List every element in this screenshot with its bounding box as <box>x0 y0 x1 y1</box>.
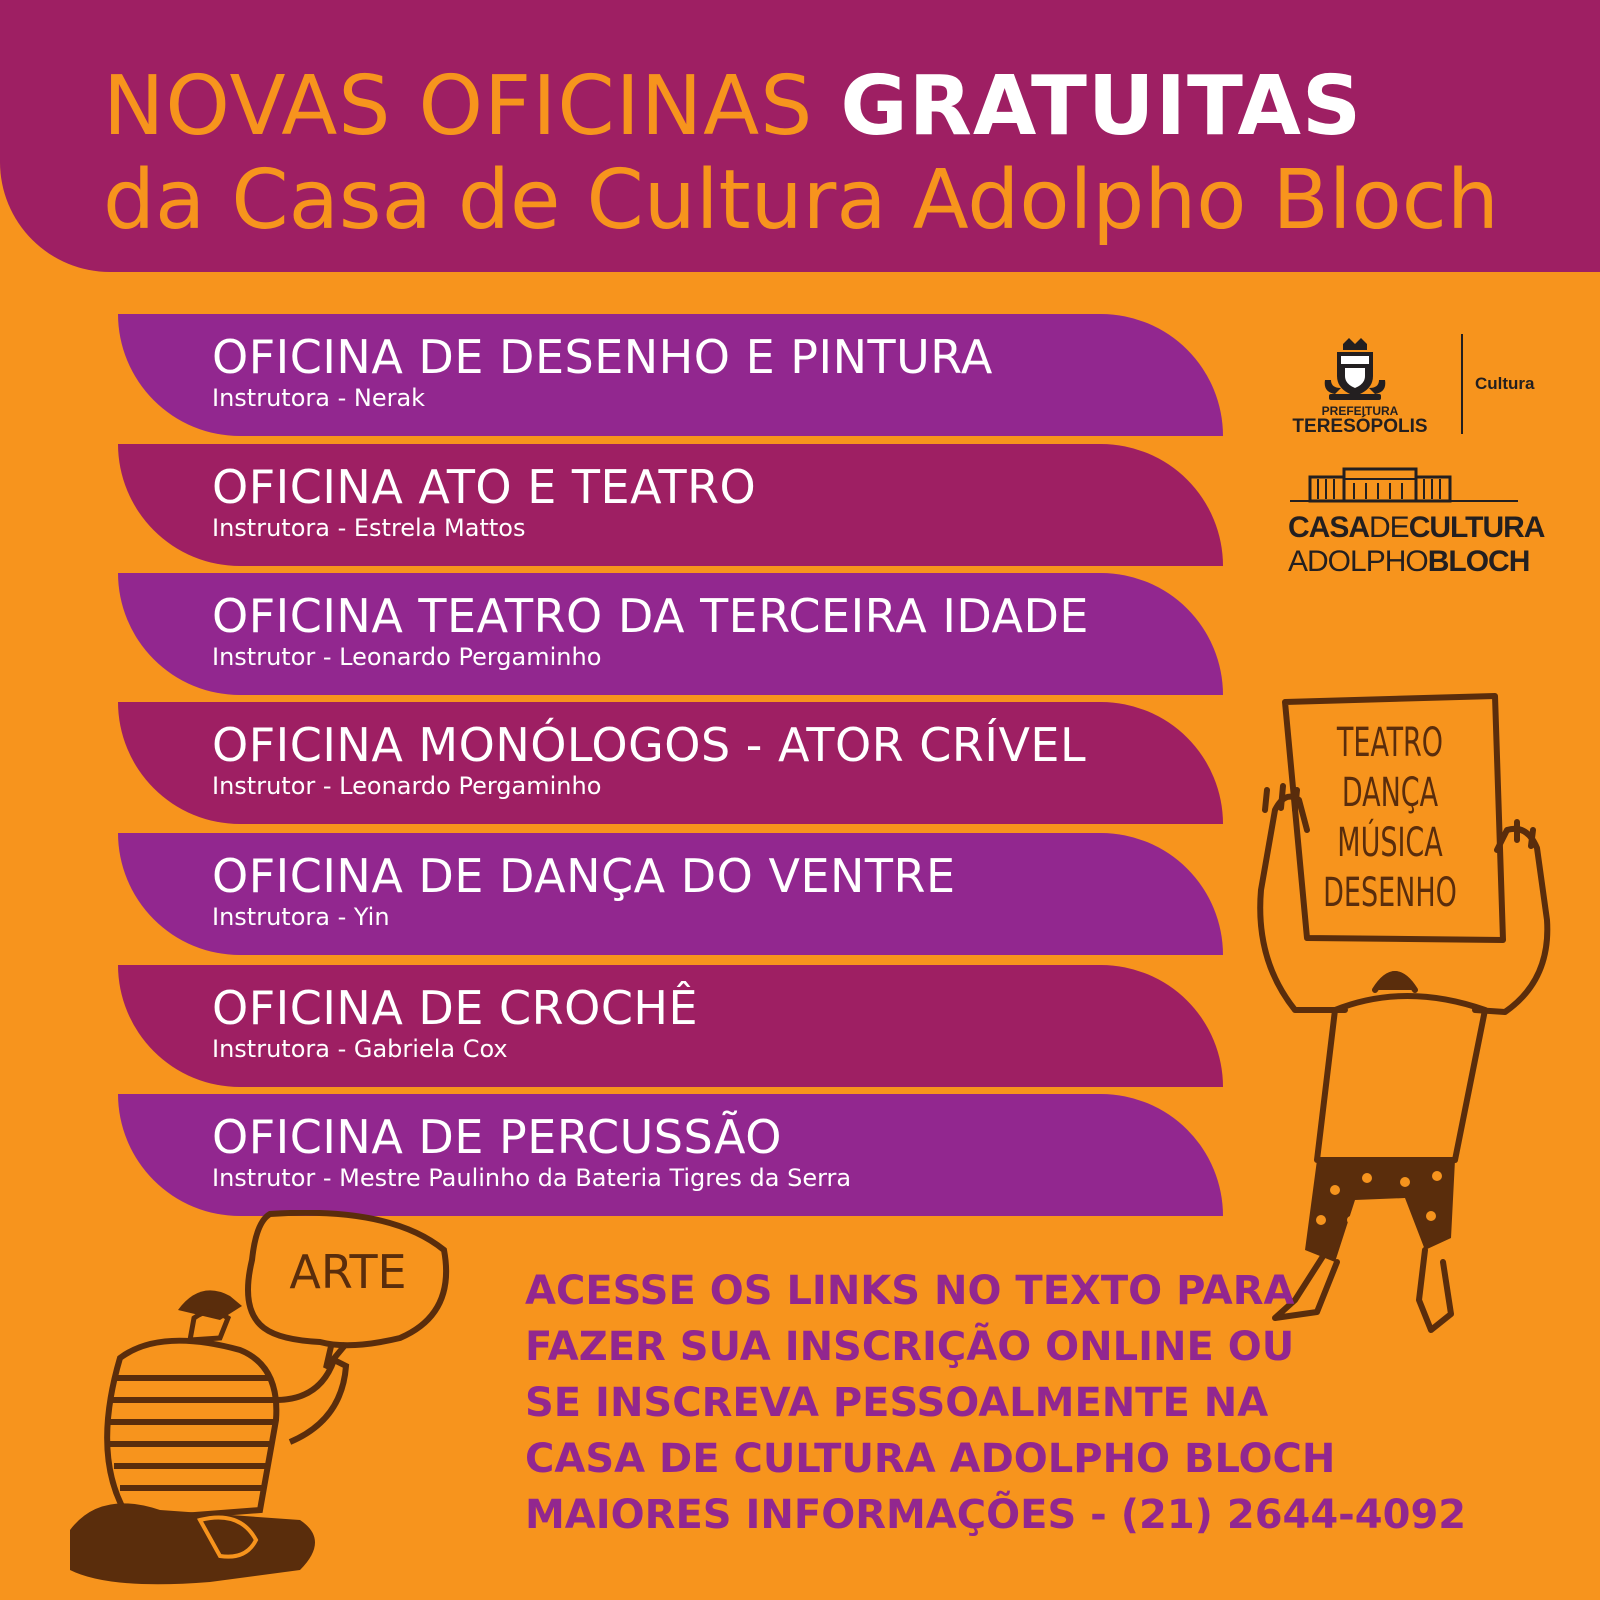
workshop-instructor: Instrutora - Estrela Mattos <box>212 514 526 542</box>
workshop-title: OFICINA DE CROCHÊ <box>212 981 699 1035</box>
workshop-band-5 <box>118 833 1223 955</box>
crest-icon <box>1321 336 1389 402</box>
workshop-band-3 <box>118 573 1223 695</box>
divider <box>1461 334 1463 434</box>
title-part-1: NOVAS OFICINAS <box>103 59 814 154</box>
workshop-band-2 <box>118 444 1223 566</box>
workshop-instructor: Instrutor - Mestre Paulinho da Bateria Tigres da Serra <box>212 1164 852 1192</box>
title-part-2: GRATUITAS <box>840 59 1363 154</box>
sign-word-3: MÚSICA <box>1337 819 1443 867</box>
casa-de-cultura-logo <box>1288 465 1545 585</box>
workshop-band-4 <box>118 702 1223 824</box>
city-label: TERESÓPOLIS <box>1292 416 1428 437</box>
workshop-title: OFICINA DE DESENHO E PINTURA <box>212 330 993 384</box>
workshop-title: OFICINA MONÓLOGOS - ATOR CRÍVEL <box>212 718 1087 772</box>
workshop-instructor: Instrutor - Leonardo Pergaminho <box>212 772 602 800</box>
workshop-band-7 <box>118 1094 1223 1216</box>
casa-logo-line-1: CASADECULTURA <box>1288 511 1545 544</box>
building-icon <box>1288 465 1520 509</box>
casa-logo-line-2: ADOLPHOBLOCH <box>1288 545 1530 578</box>
registration-info <box>525 1263 1466 1543</box>
sign-word-2: DANÇA <box>1341 769 1439 817</box>
sign-word-1: TEATRO <box>1336 719 1444 767</box>
info-line-3: SE INSCREVA PESSOALMENTE NA <box>525 1380 1269 1426</box>
workshop-band-6 <box>118 965 1223 1087</box>
department-label: Cultura <box>1475 374 1535 393</box>
workshop-title: OFICINA DE DANÇA DO VENTRE <box>212 849 956 903</box>
workshop-instructor: Instrutora - Nerak <box>212 384 426 412</box>
page-subtitle: da Casa de Cultura Adolpho Bloch <box>103 153 1499 248</box>
thinker-illustration <box>70 1210 470 1600</box>
workshop-title: OFICINA TEATRO DA TERCEIRA IDADE <box>212 589 1089 643</box>
workshop-title: OFICINA DE PERCUSSÃO <box>212 1110 782 1164</box>
sign-word-4: DESENHO <box>1323 869 1457 917</box>
speech-bubble-text: ARTE <box>289 1245 407 1299</box>
page-title <box>103 59 1363 154</box>
info-line-5: MAIORES INFORMAÇÕES - (21) 2644-4092 <box>525 1492 1467 1538</box>
sign-holder-illustration <box>1255 690 1585 1350</box>
workshop-instructor: Instrutora - Gabriela Cox <box>212 1035 508 1063</box>
workshop-instructor: Instrutor - Leonardo Pergaminho <box>212 643 602 671</box>
info-line-2: FAZER SUA INSCRIÇÃO ONLINE OU <box>525 1324 1295 1370</box>
workshop-title: OFICINA ATO E TEATRO <box>212 460 757 514</box>
info-line-1: ACESSE OS LINKS NO TEXTO PARA <box>525 1268 1295 1314</box>
info-line-4: CASA DE CULTURA ADOLPHO BLOCH <box>525 1436 1336 1482</box>
workshop-instructor: Instrutora - Yin <box>212 903 390 931</box>
header-banner <box>0 0 1600 272</box>
prefeitura-logo <box>1285 330 1565 440</box>
workshop-band-1 <box>118 314 1223 436</box>
prefeitura-label: PREFEITURA <box>1321 404 1399 418</box>
